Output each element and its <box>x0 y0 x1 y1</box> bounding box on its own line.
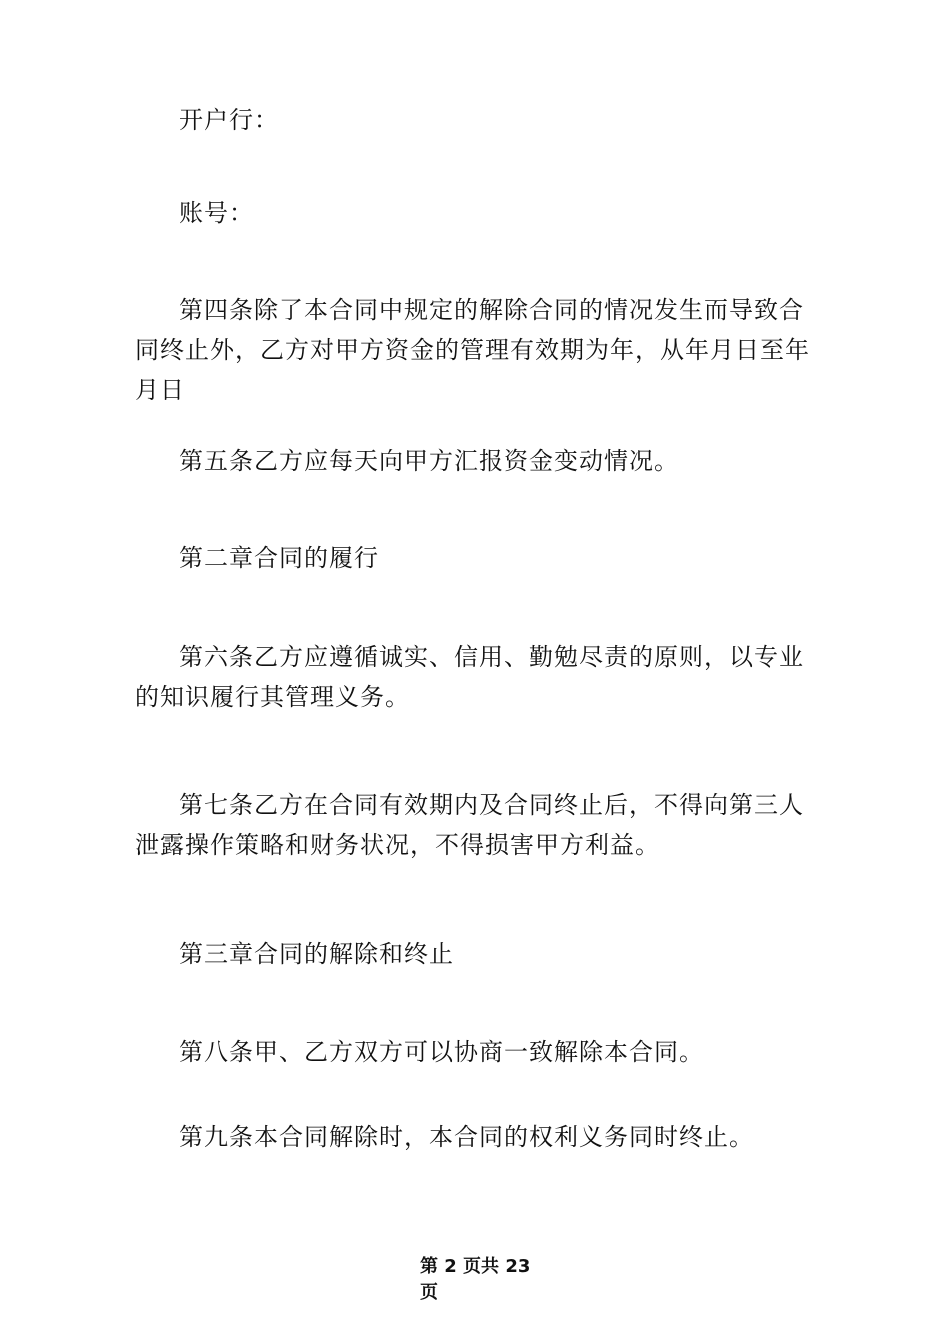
paragraph-article-6: 第六条乙方应遵循诚实、信用、勤勉尽责的原则，以专业的知识履行其管理义务。 <box>135 643 804 711</box>
paragraph-article-8: 第八条甲、乙方双方可以协商一致解除本合同。 <box>179 1038 704 1066</box>
paragraph-article-7: 第七条乙方在合同有效期内及合同终止后，不得向第三人泄露操作策略和财务状况，不得损害甲方利益。 <box>135 791 804 859</box>
paragraph-account: 账号： <box>179 199 254 227</box>
chapter-3-heading: 第三章合同的解除和终止 <box>179 940 454 968</box>
paragraph-article-5: 第五条乙方应每天向甲方汇报资金变动情况。 <box>179 447 679 475</box>
paragraph-bank: 开户行： <box>179 106 279 134</box>
page-number-line-2: 页 <box>420 1282 438 1303</box>
paragraph-article-4: 第四条除了本合同中规定的解除合同的情况发生而导致合同终止外，乙方对甲方资金的管理有效期为年，从年月日至年月日 <box>135 296 810 404</box>
page-number-footer <box>0 1254 950 1306</box>
page-number-line-1: 第 2 页共 23 <box>420 1256 531 1277</box>
chapter-2-heading: 第二章合同的履行 <box>179 544 379 572</box>
paragraph-article-9: 第九条本合同解除时，本合同的权利义务同时终止。 <box>179 1123 754 1151</box>
